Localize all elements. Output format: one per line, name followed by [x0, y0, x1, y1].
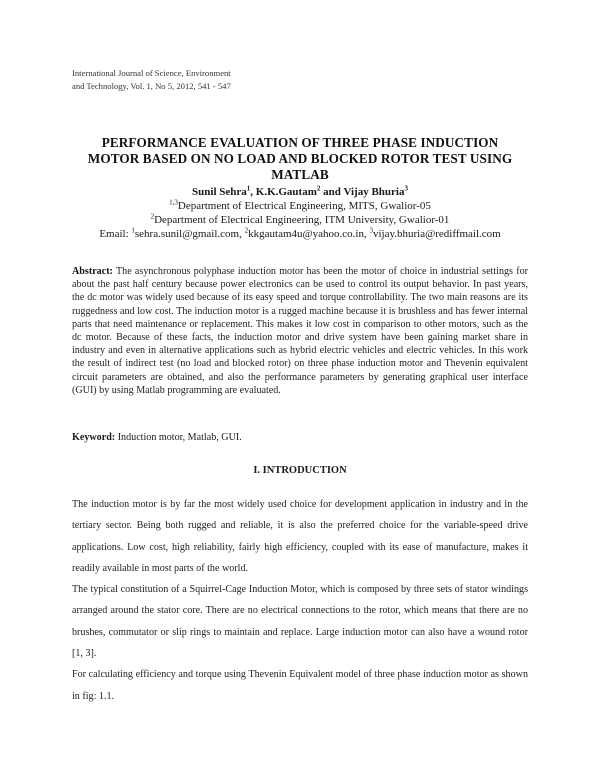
email-1: sehra.sunil@gmail.com,	[134, 228, 245, 240]
section-heading-introduction: I. INTRODUCTION	[253, 465, 347, 476]
keywords	[72, 431, 528, 444]
author-names	[60, 185, 540, 199]
author-1-sup: 1	[246, 184, 251, 193]
author-block	[60, 185, 540, 241]
author-3: Vijay Bhuria	[343, 186, 405, 198]
abstract-text: The asynchronous polyphase induction motor has been the motor of choice in industrial settings for about the past half century because power electronics can be used to control its output behavior. In past years, the dc motor was widely used because of its easy speed and torque controllability. The two main reasons are its ruggedness and low cost. The induction motor is a rugged machine because it is brushless and has fewer internal parts that need maintenance or replacement. This makes it low cost in comparison to other motors, such as the dc motor. Because of these facts, the induction motor and drive system have been gaining market share in industry and even in alternative applications such as hybrid electric vehicles and electric vehicles. In this work the result of indirect test (no load and blocked rotor) on three phase induction motor and Thevenin equivalent circuit parameters are obtained, and also the performance parameters by generating graphical user interface (GUI) by using Matlab programming are evaluated.	[72, 266, 528, 396]
abstract	[72, 265, 528, 397]
email-1-sup: 1	[131, 226, 135, 235]
paper-title	[60, 135, 540, 183]
affiliation-2-sup: 2	[150, 212, 155, 221]
title-line-1: PERFORMANCE EVALUATION OF THREE PHASE INDUCTION	[101, 135, 499, 150]
journal-line-1: International Journal of Science, Environment	[72, 68, 231, 78]
journal-citation	[72, 67, 332, 92]
author-2-sup: 2	[316, 184, 321, 193]
affiliation-1-sup: 1,3	[169, 198, 178, 207]
body-paragraph-2: The typical constitution of a Squirrel-Cage Induction Motor, which is composed by three sets of stator windings arranged around the stator core. There are no electrical connections to the rotor, which means that there are no brushes, commutator or slip rings to maintain and replace. Large induction motor can also have a wound rotor [1, 3].	[72, 584, 528, 660]
journal-line-2: and Technology, Vol. 1, No 5, 2012, 541 - 547	[72, 80, 231, 91]
author-1: Sunil Sehra	[192, 186, 247, 198]
body-paragraph-1: The induction motor is by far the most widely used choice for development application in industry and in the tertiary sector. Being both rugged and reliable, it is also the preferred choice for the variable-speed drive applications. Low cost, high reliability, fairly high efficiency, coupled with its ease of manufacture, makes it readily available in most parts of the world.	[72, 499, 528, 574]
affiliation-2	[60, 213, 540, 227]
email-3: vijay.bhuria@rediffmail.com	[372, 228, 501, 240]
author-separator-1: ,	[250, 186, 256, 198]
affiliation-1	[60, 199, 540, 213]
abstract-label: Abstract:	[72, 266, 113, 277]
keyword-text: Induction motor, Matlab, GUI.	[115, 432, 242, 443]
affiliation-2-text: Department of Electrical Engineering, ITM University, Gwalior-01	[154, 214, 450, 226]
body-text	[72, 494, 528, 707]
title-line-2: MOTOR BASED ON NO LOAD AND BLOCKED ROTOR TEST USING	[87, 151, 513, 166]
email-3-sup: 3	[369, 226, 373, 235]
email-2-sup: 2	[244, 226, 249, 235]
author-3-sup: 3	[404, 184, 408, 193]
email-label: Email:	[99, 228, 132, 240]
title-line-3: MATLAB	[271, 167, 329, 182]
affiliation-1-text: Department of Electrical Engineering, MITS, Gwalior-05	[177, 200, 431, 212]
author-2: K.K.Gautam	[255, 186, 317, 198]
body-paragraph-3: For calculating efficiency and torque using Thevenin Equivalent model of three phase induction motor as shown in fig: 1.1.	[72, 669, 528, 702]
email-line	[60, 227, 540, 241]
keyword-label: Keyword:	[72, 432, 116, 443]
author-separator-2: and	[320, 186, 344, 198]
email-2: kkgautam4u@yahoo.co.in,	[248, 228, 370, 240]
